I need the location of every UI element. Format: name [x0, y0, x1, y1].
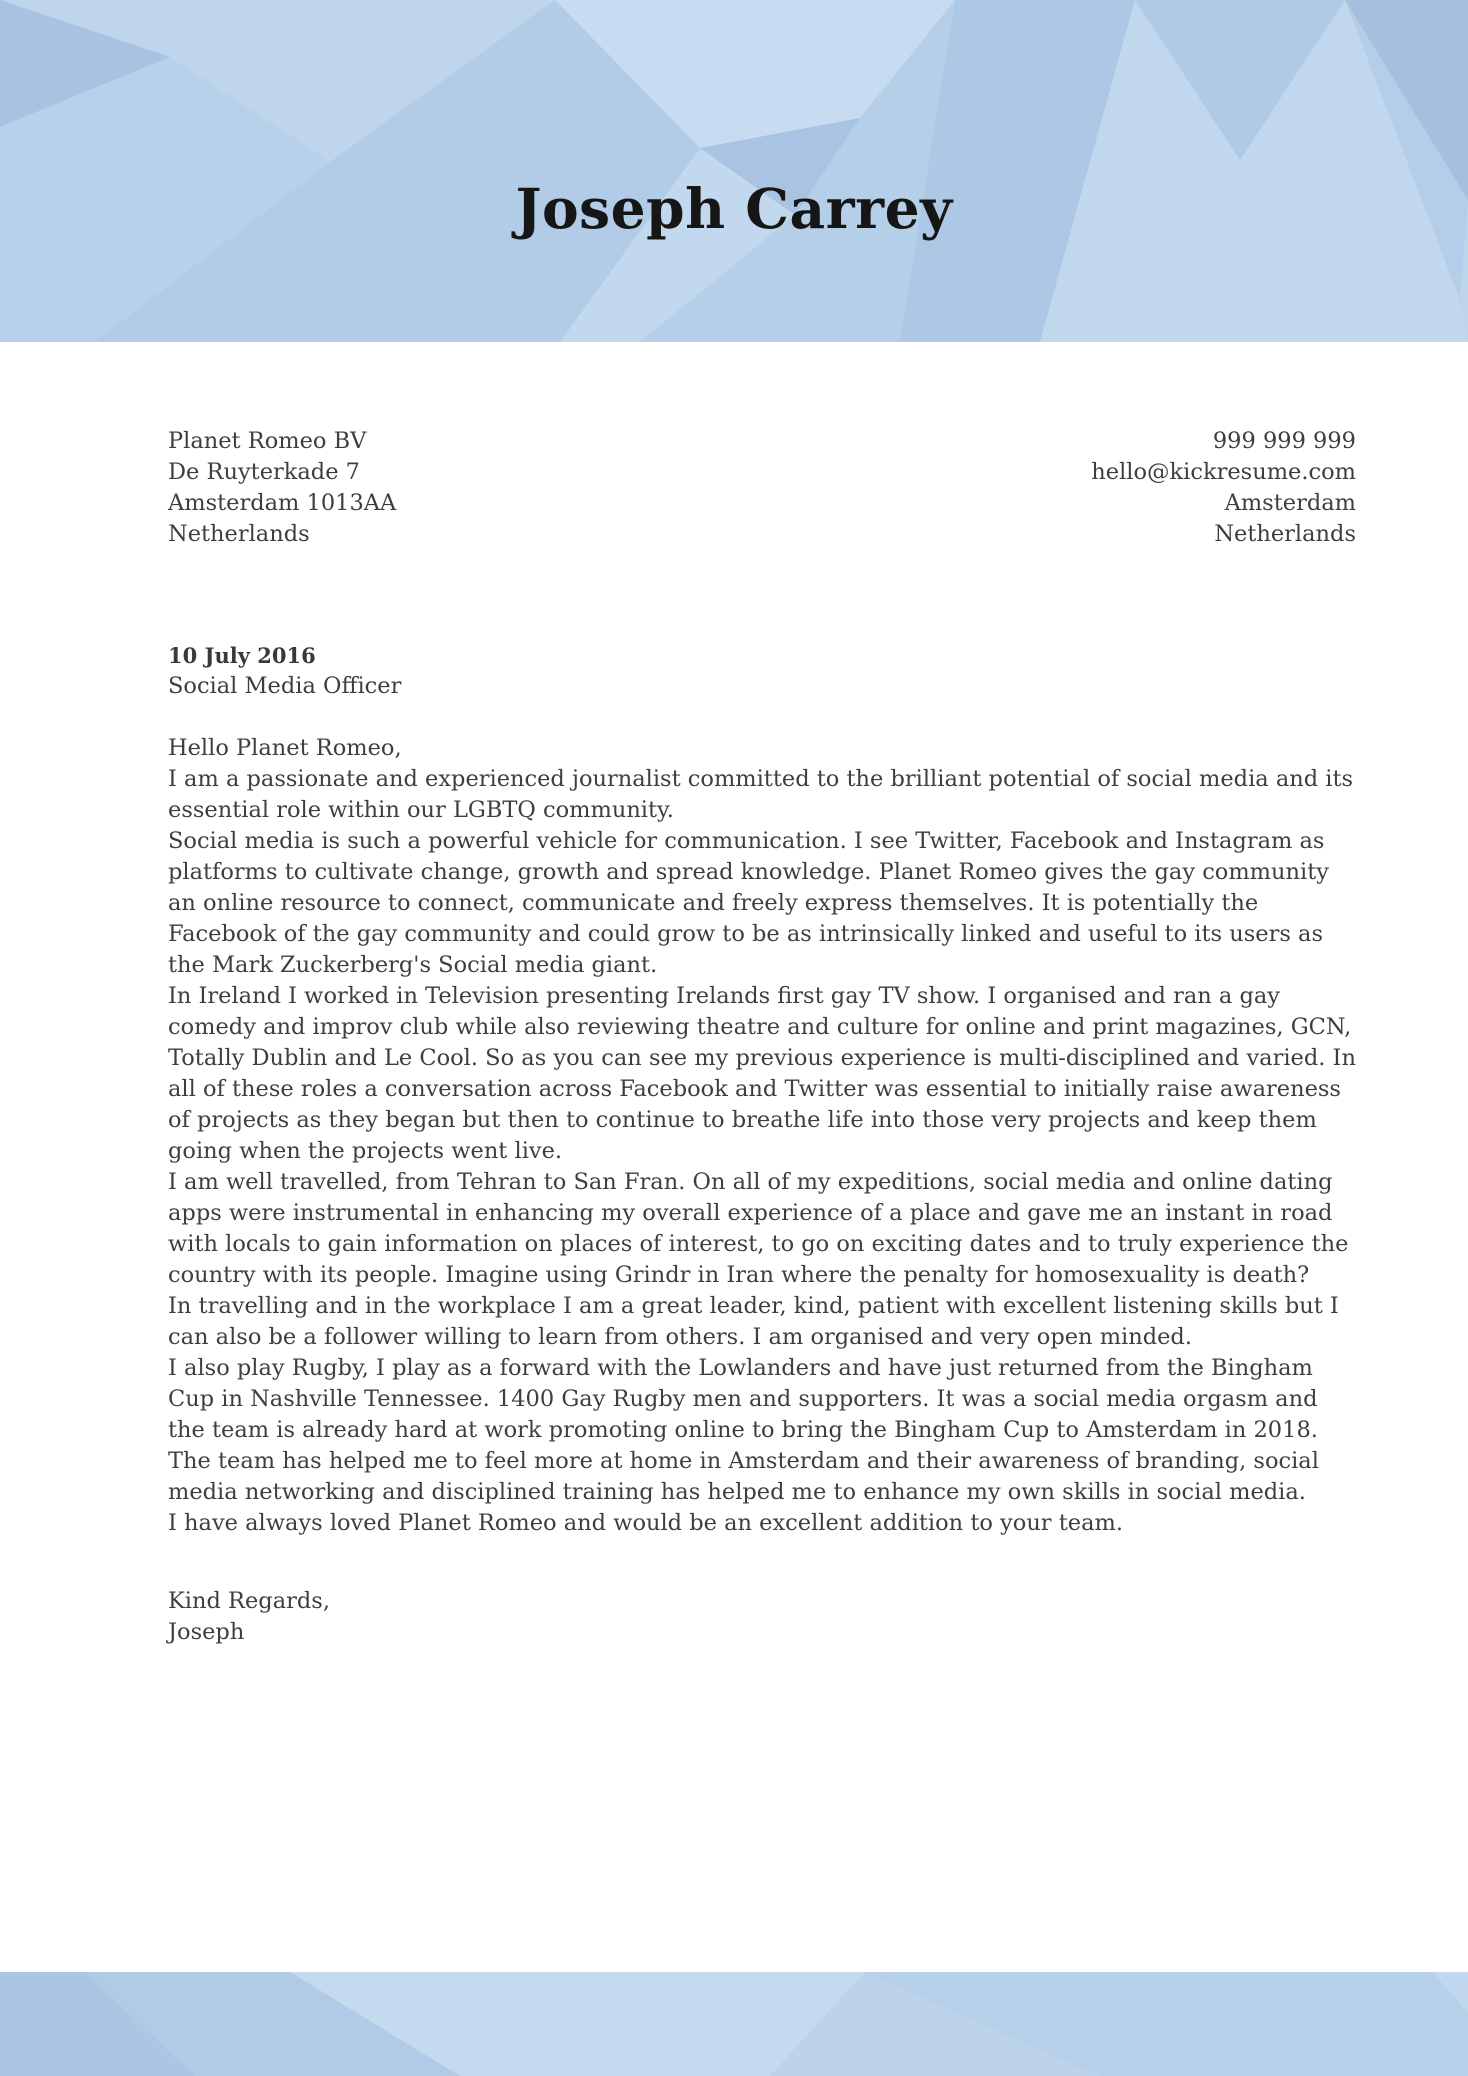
header-banner	[0, 0, 1468, 342]
sender-contact-line: Amsterdam	[1224, 490, 1356, 516]
recipient-address-line: Amsterdam 1013AA	[168, 490, 397, 516]
page-title: Joseph Carrey	[515, 175, 953, 241]
footer-polygon-art	[0, 1972, 1468, 2076]
body-paragraph: Social media is such a powerful vehicle for communication. I see Twitter, Facebook and Instagram as platforms to cultivate change, growth and spread knowledge. Planet Romeo gives the gay community an online resource to connect, communicate and freely express themselves. It is potentially the Facebook of the gay community and could grow to be as intrinsically linked and useful to its users as the Mark Zuckerberg's Social media giant.	[168, 828, 1329, 978]
body-paragraph: I am well travelled, from Tehran to San Fran. On all of my expeditions, social media and online dating apps were instrumental in enhancing my overall experience of a place and gave me an instant in road with locals to gain information on places of interest, to go on exciting dates and to truly experience the country with its people. Imagine using Grindr in Iran where the penalty for homosexuality is death?	[168, 1169, 1349, 1288]
recipient-address-line: De Ruyterkade 7	[168, 459, 360, 485]
signature: Joseph	[168, 1619, 245, 1645]
body-paragraph: I also play Rugby, I play as a forward with the Lowlanders and have just returned from the Bingham Cup in Nashville Tennessee. 1400 Gay Rugby men and supporters. It was a social media orgasm and the team is already hard at work promoting online to bring the Bingham Cup to Amsterdam in 2018. The team has helped me to feel more at home in Amsterdam and their awareness of branding, social media networking and disciplined training has helped me to enhance my own skills in social media.	[168, 1355, 1319, 1505]
letter-content	[168, 342, 1356, 1648]
signoff-block	[168, 1586, 1356, 1648]
letter-body	[168, 733, 1356, 1539]
body-paragraph: In Ireland I worked in Television presenting Irelands first gay TV show. I organised and ran a gay comedy and improv club while also reviewing theatre and culture for online and print magazines, GCN, Totally Dublin and Le Cool. So as you can see my previous experience is multi-disciplined and varied. In all of these roles a conversation across Facebook and Twitter was essential to initially raise awareness of projects as they began but then to continue to breathe life into those very projects and keep them going when the projects went live.	[168, 983, 1356, 1164]
sender-contact-line: hello@kickresume.com	[1091, 459, 1356, 485]
sender-contact-line: 999 999 999	[1212, 428, 1356, 454]
body-paragraph: In travelling and in the workplace I am a great leader, kind, patient with excellent listening skills but I can also be a follower willing to learn from others. I am organised and very open minded.	[168, 1293, 1339, 1350]
closing: Kind Regards,	[168, 1588, 330, 1614]
letter-date: 10 July 2016	[168, 643, 316, 668]
date-block	[168, 640, 1356, 702]
letter-subject: Social Media Officer	[168, 673, 402, 699]
body-paragraph: I am a passionate and experienced journalist committed to the brilliant potential of social media and its essential role within our LGBTQ community.	[168, 766, 1354, 823]
paragraph-list	[168, 764, 1356, 1539]
recipient-address-line: Netherlands	[168, 521, 310, 547]
sender-contact-line: Netherlands	[1214, 521, 1356, 547]
body-paragraph: I have always loved Planet Romeo and would be an excellent addition to your team.	[168, 1510, 1123, 1536]
footer-banner	[0, 1972, 1468, 2076]
greeting: Hello Planet Romeo,	[168, 735, 402, 761]
recipient-address-block	[168, 426, 396, 550]
sender-contact-block	[1091, 426, 1356, 550]
recipient-address-line: Planet Romeo BV	[168, 428, 367, 454]
address-row	[168, 426, 1356, 550]
header-polygon-art	[0, 0, 1468, 342]
